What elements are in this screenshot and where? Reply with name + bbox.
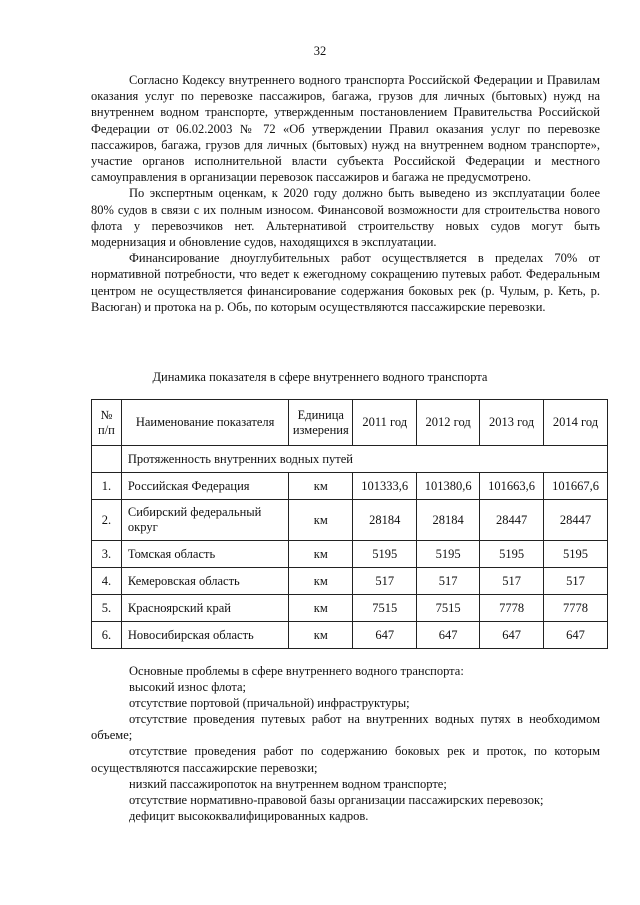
- cell-2013: 101663,6: [480, 473, 544, 500]
- cell-2012: 647: [417, 622, 480, 649]
- table-section-row: [92, 446, 608, 473]
- cell-name: Кемеровская область: [121, 568, 288, 595]
- body-text: [91, 72, 600, 315]
- header-name: Наименование показателя: [121, 400, 288, 446]
- list-item: отсутствие проведения путевых работ на внутренних водных путях в необходимом объеме;: [91, 712, 600, 743]
- header-unit: Единица измерения: [289, 400, 353, 446]
- problems-list: [91, 663, 600, 824]
- cell-num: 3.: [92, 541, 122, 568]
- header-num: № п/п: [92, 400, 122, 446]
- cell-name: Новосибирская область: [121, 622, 288, 649]
- cell-2012: 101380,6: [417, 473, 480, 500]
- cell-unit: км: [289, 473, 353, 500]
- cell-2013: 517: [480, 568, 544, 595]
- cell-name: Российская Федерация: [121, 473, 288, 500]
- cell-2011: 28184: [353, 500, 417, 541]
- header-2011: 2011 год: [353, 400, 417, 446]
- list-item: низкий пассажиропоток на внутреннем водном транспорте;: [129, 776, 447, 791]
- cell-2011: 517: [353, 568, 417, 595]
- page-number: 32: [313, 44, 327, 58]
- cell-2012: 5195: [417, 541, 480, 568]
- table-row: [92, 568, 608, 595]
- cell-num: 4.: [92, 568, 122, 595]
- table-row: [92, 473, 608, 500]
- cell-2013: 7778: [480, 595, 544, 622]
- cell-unit: км: [289, 568, 353, 595]
- cell-2013: 28447: [480, 500, 544, 541]
- cell-num: 5.: [92, 595, 122, 622]
- problems-heading: Основные проблемы в сфере внутреннего водного транспорта:: [129, 664, 464, 678]
- cell-name: Томская область: [121, 541, 288, 568]
- cell-unit: км: [289, 500, 353, 541]
- cell-2012: 7515: [417, 595, 480, 622]
- list-item: отсутствие нормативно-правовой базы организации пассажирских перевозок;: [129, 792, 544, 807]
- paragraph: Согласно Кодексу внутреннего водного транспорта Российской Федерации и Правилам оказания услуг по перевозке пассажиров, багажа, грузов для личных (бытовых) нужд на внутреннем водном транспорте, утвержденным постановлением Правительства Российской Федерации от 06.02.2003 № 72 «Об утверждении Правил оказания услуг по перевозке пассажиров, багажа, грузов для личных (бытовых) нужд на внутреннем водном транспорте», участие органов исполнительной власти субъекта Российской Федерации и местного самоуправления в организации перевозок пассажиров и багажа не предусмотрено.: [91, 73, 600, 185]
- cell-2014: 28447: [544, 500, 608, 541]
- cell-2013: 647: [480, 622, 544, 649]
- list-item: отсутствие портовой (причальной) инфраструктуры;: [129, 696, 410, 711]
- cell-2014: 517: [544, 568, 608, 595]
- paragraph: Финансирование дноуглубительных работ осуществляется в пределах 70% от нормативной потребности, что ведет к ежегодному сокращению путевых работ. Федеральным центром не осуществляется финансирование содержания боковых рек (р. Чулым, р. Кеть, р. Васюган) и протока на р. Обь, по которым осуществляются пассажирские перевозки.: [91, 251, 600, 314]
- table-row: [92, 541, 608, 568]
- cell-unit: км: [289, 595, 353, 622]
- cell-2014: 647: [544, 622, 608, 649]
- cell-num: 1.: [92, 473, 122, 500]
- table-header-row: [92, 400, 608, 446]
- cell-2011: 5195: [353, 541, 417, 568]
- cell-num: 2.: [92, 500, 122, 541]
- table-row: [92, 622, 608, 649]
- cell-2014: 5195: [544, 541, 608, 568]
- cell-name: Сибирский федеральный округ: [121, 500, 288, 541]
- cell-2014: 101667,6: [544, 473, 608, 500]
- cell-unit: км: [289, 622, 353, 649]
- cell-2012: 517: [417, 568, 480, 595]
- table-title: Динамика показателя в сфере внутреннего водного транспорта: [152, 370, 488, 384]
- list-item: дефицит высококвалифицированных кадров.: [129, 808, 369, 823]
- header-2012: 2012 год: [417, 400, 480, 446]
- list-item: отсутствие проведения работ по содержанию боковых рек и проток, по которым осуществляются пассажирские перевозки;: [91, 744, 600, 775]
- header-2013: 2013 год: [480, 400, 544, 446]
- cell-2013: 5195: [480, 541, 544, 568]
- header-2014: 2014 год: [544, 400, 608, 446]
- data-table: [91, 399, 608, 649]
- table-row: [92, 595, 608, 622]
- cell-unit: км: [289, 541, 353, 568]
- list-item: высокий износ флота;: [129, 680, 246, 695]
- cell-num: 6.: [92, 622, 122, 649]
- cell-2011: 101333,6: [353, 473, 417, 500]
- table-row: [92, 500, 608, 541]
- cell-2011: 647: [353, 622, 417, 649]
- cell-2014: 7778: [544, 595, 608, 622]
- section-title: Протяженность внутренних водных путей: [121, 446, 607, 473]
- cell-name: Красноярский край: [121, 595, 288, 622]
- paragraph: По экспертным оценкам, к 2020 году должно быть выведено из эксплуатации более 80% судов в связи с их полным износом. Финансовой возможности для строительства нового флота у перевозчиков нет. Альтернативой строительству новых судов могут быть модернизация и обновление судов, находящихся в эксплуатации.: [91, 186, 600, 250]
- cell-2012: 28184: [417, 500, 480, 541]
- cell-2011: 7515: [353, 595, 417, 622]
